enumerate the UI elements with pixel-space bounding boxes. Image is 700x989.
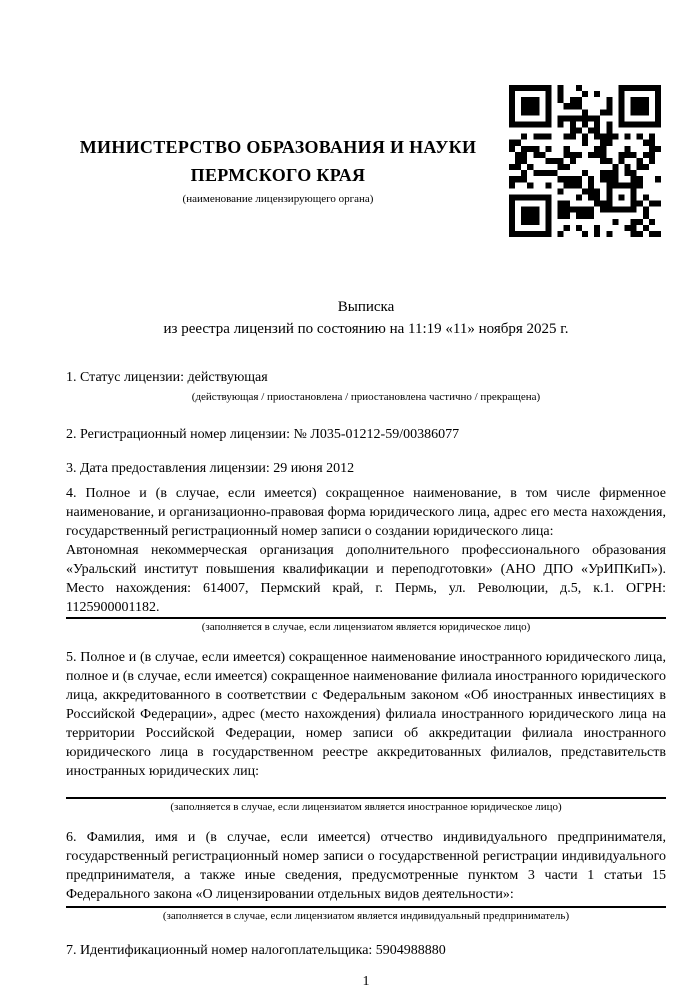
legal-entity-fill-line bbox=[66, 617, 666, 619]
individual-entrepreneur-caption: (заполняется в случае, если лицензиатом является индивидуальный предприниматель) bbox=[162, 910, 570, 922]
issuing-authority-name bbox=[66, 133, 490, 189]
document-title-line1: Выписка bbox=[337, 299, 395, 315]
legal-entity-caption: (заполняется в случае, если лицензиатом является юридическое лицо) bbox=[201, 621, 531, 633]
document-title bbox=[66, 296, 666, 340]
letterhead bbox=[66, 0, 490, 206]
document-title-line2: из реестра лицензий по состоянию на 11:19 «11» ноября 2025 г. bbox=[163, 321, 569, 337]
issuing-authority-caption: (наименование лицензирующего органа) bbox=[182, 193, 374, 205]
foreign-entity-fill-line bbox=[66, 797, 666, 799]
issuing-authority-line2: ПЕРМСКОГО КРАЯ bbox=[190, 165, 366, 185]
license-status: 1. Статус лицензии: действующая bbox=[66, 370, 268, 385]
foreign-entity-label: 5. Полное и (в случае, если имеется) сокращенное наименование иностранного юридического лица, полное и (в случае, если имеется) сокращенное наименование филиала иностранного юридического лица, аккредитованного в соответствии с Федеральным законом «Об иностранных инвестициях в Российской Федерации», адрес (место нахождения) филиала иностранного юридического лица на территории Российской Федерации, номер записи об аккредитации филиала иностранного юридического лица в государственном реестре аккредитованных филиалов, представительств иностранных юридических лиц: bbox=[66, 650, 666, 779]
legal-entity-label: 4. Полное и (в случае, если имеется) сокращенное наименование, в том числе фирменное наименование, и организационно-правовая форма юридического лица, адрес его места нахождения, государственный регистрационный номер записи о создании юридического лица: bbox=[66, 486, 666, 539]
page-number: 1 bbox=[362, 974, 370, 989]
foreign-entity-caption: (заполняется в случае, если лицензиатом является иностранное юридическое лицо) bbox=[170, 801, 562, 813]
individual-entrepreneur-fill-line bbox=[66, 906, 666, 908]
issuing-authority-line1: МИНИСТЕРСТВО ОБРАЗОВАНИЯ И НАУКИ bbox=[79, 137, 477, 157]
license-status-options-caption: (действующая / приостановлена / приостановлена частично / прекращена) bbox=[191, 391, 541, 403]
legal-entity-section bbox=[66, 484, 666, 617]
license-grant-date: 3. Дата предоставления лицензии: 29 июня 2012 bbox=[66, 461, 355, 476]
individual-entrepreneur-label: 6. Фамилия, имя и (в случае, если имеется) отчество индивидуального предпринимателя, государственный регистрационный номер записи о государственной регистрации индивидуального предпринимателя, а также иные сведения, предусмотренные пунктом 3 части 1 статьи 15 Федерального закона «О лицензировании отдельных видов деятельности»: bbox=[66, 830, 666, 902]
license-registration-number: 2. Регистрационный номер лицензии: № Л035-01212-59/00386077 bbox=[66, 427, 460, 442]
taxpayer-id-number: 7. Идентификационный номер налогоплательщика: 5904988880 bbox=[66, 943, 446, 958]
legal-entity-value: Автономная некоммерческая организация дополнительного профессионального образования «Уральский институт повышения квалификации и переподготовки» (АНО ДПО «УрИПКиП»). Место нахождения: 614007, Пермский край, г. Пермь, ул. Революции, д.5, к.1. ОГРН: 1125900001182. bbox=[66, 543, 666, 615]
qr-code bbox=[507, 85, 663, 237]
